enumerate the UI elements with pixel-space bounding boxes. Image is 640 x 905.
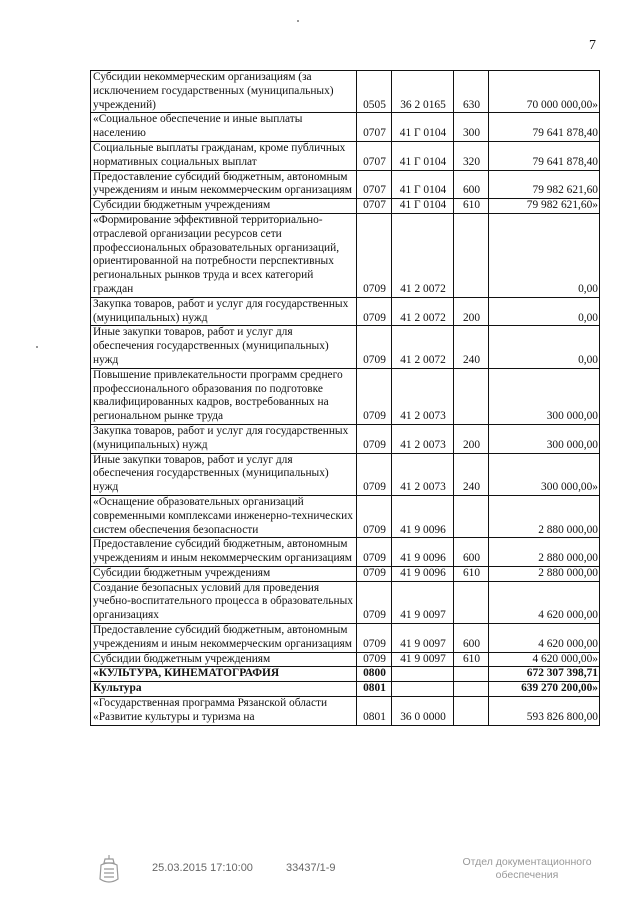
row-name-cell: Иные закупки товаров, работ и услуг для обеспечения государственных (муниципальных) нужд xyxy=(91,326,357,368)
row-amount-cell: 2 880 000,00 xyxy=(489,495,600,537)
row-name-cell: Субсидии бюджетным учреждениям xyxy=(91,566,357,581)
row-name-cell: «Государственная программа Рязанской области «Развитие культуры и туризма на xyxy=(91,697,357,726)
row-amount-cell: 0,00 xyxy=(489,213,600,297)
row-article-cell: 41 9 0096 xyxy=(392,538,454,567)
row-type-cell: 610 xyxy=(454,652,489,667)
row-type-cell: 600 xyxy=(454,170,489,199)
row-amount-cell: 70 000 000,00» xyxy=(489,71,600,113)
row-type-cell: 600 xyxy=(454,538,489,567)
row-type-cell: 240 xyxy=(454,453,489,495)
table-row xyxy=(91,566,600,581)
row-type-cell xyxy=(454,667,489,682)
row-article-cell: 41 2 0072 xyxy=(392,326,454,368)
row-name-cell: Закупка товаров, работ и услуг для государственных (муниципальных) нужд xyxy=(91,297,357,326)
table-row xyxy=(91,170,600,199)
row-section-cell: 0709 xyxy=(357,538,392,567)
row-article-cell: 41 9 0097 xyxy=(392,624,454,653)
table-row xyxy=(91,141,600,170)
row-article-cell: 41 Г 0104 xyxy=(392,170,454,199)
row-article-cell: 41 2 0073 xyxy=(392,424,454,453)
row-article-cell: 41 9 0097 xyxy=(392,581,454,623)
row-section-cell: 0801 xyxy=(357,697,392,726)
table-row xyxy=(91,71,600,113)
row-article-cell: 41 2 0072 xyxy=(392,213,454,297)
row-name-cell: Субсидии бюджетным учреждениям xyxy=(91,652,357,667)
emblem-stamp-icon xyxy=(96,853,122,887)
table-row xyxy=(91,199,600,214)
row-section-cell: 0707 xyxy=(357,170,392,199)
row-type-cell: 200 xyxy=(454,297,489,326)
row-section-cell: 0801 xyxy=(357,682,392,697)
row-article-cell: 41 9 0097 xyxy=(392,652,454,667)
row-amount-cell: 2 880 000,00 xyxy=(489,566,600,581)
footer-reg-number: 33437/1-9 xyxy=(286,862,336,874)
row-amount-cell: 0,00 xyxy=(489,326,600,368)
row-section-cell: 0709 xyxy=(357,652,392,667)
row-type-cell xyxy=(454,682,489,697)
row-amount-cell: 2 880 000,00 xyxy=(489,538,600,567)
table-row xyxy=(91,113,600,142)
row-section-cell: 0709 xyxy=(357,368,392,424)
row-article-cell: 41 2 0073 xyxy=(392,368,454,424)
row-section-cell: 0709 xyxy=(357,326,392,368)
row-amount-cell: 300 000,00 xyxy=(489,368,600,424)
row-name-cell: Создание безопасных условий для проведения учебно-воспитательного процесса в образовательных организациях xyxy=(91,581,357,623)
table-row xyxy=(91,538,600,567)
row-type-cell: 240 xyxy=(454,326,489,368)
row-section-cell: 0709 xyxy=(357,424,392,453)
row-name-cell: Субсидии некоммерческим организациям (за исключением государственных (муниципальных) учреждений) xyxy=(91,71,357,113)
row-amount-cell: 300 000,00» xyxy=(489,453,600,495)
table-row xyxy=(91,652,600,667)
row-name-cell: Повышение привлекательности программ среднего профессионального образования по подготовке квалифицированных кадров, востребованных на региональном рынке труда xyxy=(91,368,357,424)
row-name-cell: «Формирование эффективной территориально-отраслевой организации ресурсов сети профессиональных образовательных организаций, ориентированной на потребности перспективных региональных рынков труда и всех категорий граждан xyxy=(91,213,357,297)
row-name-cell: Культура xyxy=(91,682,357,697)
row-amount-cell: 4 620 000,00» xyxy=(489,652,600,667)
table-row xyxy=(91,213,600,297)
row-article-cell: 41 Г 0104 xyxy=(392,141,454,170)
row-name-cell: Предоставление субсидий бюджетным, автономным учреждениям и иным некоммерческим организациям xyxy=(91,624,357,653)
footer-date: 25.03.2015 17:10:00 xyxy=(152,862,253,874)
row-article-cell: 41 9 0096 xyxy=(392,566,454,581)
table-row xyxy=(91,297,600,326)
scan-speck xyxy=(297,20,299,22)
row-section-cell: 0709 xyxy=(357,581,392,623)
row-type-cell: 300 xyxy=(454,113,489,142)
row-name-cell: Предоставление субсидий бюджетным, автономным учреждениям и иным некоммерческим организациям xyxy=(91,538,357,567)
row-name-cell: Социальные выплаты гражданам, кроме публичных нормативных социальных выплат xyxy=(91,141,357,170)
row-article-cell: 36 0 0000 xyxy=(392,697,454,726)
row-name-cell: Иные закупки товаров, работ и услуг для обеспечения государственных (муниципальных) нужд xyxy=(91,453,357,495)
row-name-cell: «Оснащение образовательных организаций современными комплексами инженерно-технических систем обеспечения безопасности xyxy=(91,495,357,537)
row-section-cell: 0709 xyxy=(357,297,392,326)
row-section-cell: 0709 xyxy=(357,213,392,297)
row-amount-cell: 300 000,00 xyxy=(489,424,600,453)
row-type-cell: 320 xyxy=(454,141,489,170)
row-section-cell: 0707 xyxy=(357,113,392,142)
row-amount-cell: 593 826 800,00 xyxy=(489,697,600,726)
footer-department-stamp: Отдел документационного обеспечения xyxy=(462,856,592,881)
table-row xyxy=(91,697,600,726)
table-row xyxy=(91,368,600,424)
table-row xyxy=(91,667,600,682)
row-article-cell: 41 Г 0104 xyxy=(392,199,454,214)
table-row xyxy=(91,624,600,653)
row-amount-cell: 672 307 398,71 xyxy=(489,667,600,682)
row-type-cell xyxy=(454,213,489,297)
row-amount-cell: 0,00 xyxy=(489,297,600,326)
table-row xyxy=(91,453,600,495)
row-type-cell xyxy=(454,581,489,623)
row-amount-cell: 79 641 878,40 xyxy=(489,113,600,142)
row-section-cell: 0709 xyxy=(357,566,392,581)
row-name-cell: Закупка товаров, работ и услуг для государственных (муниципальных) нужд xyxy=(91,424,357,453)
table-row xyxy=(91,326,600,368)
row-amount-cell: 79 982 621,60 xyxy=(489,170,600,199)
row-type-cell xyxy=(454,697,489,726)
row-type-cell xyxy=(454,495,489,537)
table-row xyxy=(91,682,600,697)
budget-table xyxy=(90,70,600,726)
row-article-cell: 41 2 0073 xyxy=(392,453,454,495)
row-type-cell: 610 xyxy=(454,566,489,581)
row-amount-cell: 4 620 000,00 xyxy=(489,581,600,623)
scan-speck xyxy=(36,346,38,348)
table-row xyxy=(91,581,600,623)
page-number: 7 xyxy=(589,38,596,53)
row-article-cell xyxy=(392,682,454,697)
row-section-cell: 0707 xyxy=(357,141,392,170)
row-name-cell: Предоставление субсидий бюджетным, автономным учреждениям и иным некоммерческим организациям xyxy=(91,170,357,199)
row-name-cell: «Социальное обеспечение и иные выплаты населению xyxy=(91,113,357,142)
row-section-cell: 0709 xyxy=(357,453,392,495)
row-type-cell: 610 xyxy=(454,199,489,214)
table-row xyxy=(91,495,600,537)
row-article-cell: 41 9 0096 xyxy=(392,495,454,537)
row-name-cell: Субсидии бюджетным учреждениям xyxy=(91,199,357,214)
row-type-cell: 630 xyxy=(454,71,489,113)
row-type-cell xyxy=(454,368,489,424)
row-section-cell: 0800 xyxy=(357,667,392,682)
row-type-cell: 600 xyxy=(454,624,489,653)
row-type-cell: 200 xyxy=(454,424,489,453)
row-section-cell: 0707 xyxy=(357,199,392,214)
row-amount-cell: 639 270 200,00» xyxy=(489,682,600,697)
table-row xyxy=(91,424,600,453)
row-article-cell: 41 Г 0104 xyxy=(392,113,454,142)
row-name-cell: «КУЛЬТУРА, КИНЕМАТОГРАФИЯ xyxy=(91,667,357,682)
row-article-cell: 41 2 0072 xyxy=(392,297,454,326)
row-amount-cell: 79 982 621,60» xyxy=(489,199,600,214)
row-section-cell: 0505 xyxy=(357,71,392,113)
row-amount-cell: 79 641 878,40 xyxy=(489,141,600,170)
row-section-cell: 0709 xyxy=(357,495,392,537)
row-article-cell xyxy=(392,667,454,682)
row-section-cell: 0709 xyxy=(357,624,392,653)
row-article-cell: 36 2 0165 xyxy=(392,71,454,113)
row-amount-cell: 4 620 000,00 xyxy=(489,624,600,653)
